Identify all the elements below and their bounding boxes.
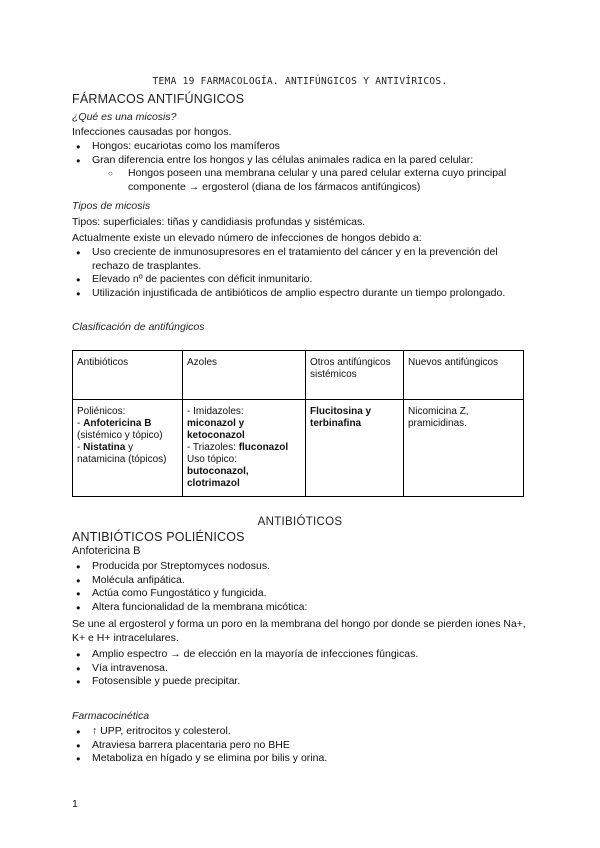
drug-name: clotrimazol bbox=[187, 478, 240, 489]
cell-line: - Imidazoles: bbox=[187, 406, 244, 417]
list-item: ● Actúa como Fungostático y fungicida. bbox=[72, 587, 527, 601]
cell-text: - bbox=[77, 418, 84, 429]
section-heading-antifungicos: FÁRMACOS ANTIFÚNGICOS bbox=[72, 92, 245, 106]
cell-line bbox=[187, 442, 301, 454]
table-cell-nuevos bbox=[404, 400, 524, 497]
table-row bbox=[73, 400, 524, 497]
bullet-list-farmacocinetica bbox=[72, 725, 527, 766]
classification-table bbox=[72, 350, 524, 497]
drug-name: miconazol y bbox=[187, 418, 245, 429]
table-cell-otros bbox=[306, 400, 404, 497]
cell-line bbox=[77, 442, 178, 454]
drug-name: ketoconazol bbox=[187, 430, 245, 441]
table-header-cell: Azoles bbox=[183, 351, 306, 400]
list-item: ● Producida por Streptomyces nodosus. bbox=[72, 560, 527, 574]
page-number: 1 bbox=[72, 798, 78, 810]
question-farmacocinetica: Farmacocinética bbox=[72, 710, 150, 722]
section-heading-polienicos: ANTIBIÓTICOS POLIÉNICOS bbox=[72, 530, 245, 544]
section-heading-antibioticos: ANTIBIÓTICOS bbox=[257, 516, 343, 528]
list-item bbox=[72, 154, 527, 195]
cell-line bbox=[77, 418, 178, 430]
cell-line bbox=[187, 418, 301, 430]
paragraph-ergosterol: Se une al ergosterol y forma un poro en la membrana del hongo por donde se pierden iones Na+, K+ e H+ intracelulares. bbox=[72, 618, 526, 644]
subheading-anfotericina: Anfotericina B bbox=[72, 545, 141, 557]
drug-name: fluconazol bbox=[238, 442, 289, 453]
sub-list bbox=[92, 167, 527, 194]
drug-name: terbinafina bbox=[310, 418, 362, 429]
list-item: ● Fotosensible y puede precipitar. bbox=[72, 675, 527, 689]
cell-line: pramicidinas. bbox=[408, 418, 467, 429]
bullet-list-propiedades bbox=[72, 648, 527, 689]
bullet-list-causas bbox=[72, 246, 527, 300]
list-item: ● ↑ UPP, eritrocitos y colesterol. bbox=[72, 725, 527, 739]
list-item: ● Elevado nº de pacientes con déficit inmunitario. bbox=[72, 273, 527, 287]
table-cell-antibioticos bbox=[73, 400, 183, 497]
bullet-list-anfotericina bbox=[72, 560, 527, 614]
list-item: ● Metaboliza en hígado y se elimina por bilis y orina. bbox=[72, 752, 527, 766]
cell-line bbox=[187, 466, 301, 478]
list-item: ● Hongos: eucariotas como los mamíferos bbox=[72, 140, 527, 154]
bullet-list-hongos bbox=[72, 140, 527, 194]
table-header-cell: Antibióticos bbox=[73, 351, 183, 400]
cell-text: - bbox=[77, 442, 84, 453]
question-micosis: ¿Qué es una micosis? bbox=[72, 111, 177, 123]
list-item: ● Vía intravenosa. bbox=[72, 662, 527, 676]
cell-text: y bbox=[125, 442, 134, 453]
list-item: ● Amplio espectro → de elección en la mayoría de infecciones fúngicas. bbox=[72, 648, 527, 662]
drug-name: butoconazol, bbox=[187, 466, 249, 477]
drug-name: Nistatina bbox=[83, 442, 126, 453]
table-cell-azoles bbox=[183, 400, 306, 497]
cell-line bbox=[310, 406, 399, 418]
question-tipos: Tipos de micosis bbox=[72, 200, 151, 212]
cell-line: Poliénicos: bbox=[77, 406, 126, 417]
list-item: ● Utilización injustificada de antibióticos de amplio espectro durante un tiempo prolongado. bbox=[72, 287, 527, 301]
table-header-cell: Otros antifúngicos sistémicos bbox=[306, 351, 404, 400]
list-item: ● Atraviesa barrera placentaria pero no BHE bbox=[72, 739, 527, 753]
sub-list-item: ○ Hongos poseen una membrana celular y una pared celular externa cuyo principal componente → ergosterol (diana de los fármacos antifúngicos) bbox=[92, 167, 527, 194]
drug-name: Flucitosina y bbox=[310, 406, 372, 417]
cell-line: (sistémico y tópico) bbox=[77, 430, 163, 441]
list-item: ● Altera funcionalidad de la membrana micótica: bbox=[72, 601, 527, 615]
paragraph-tipos: Tipos: superficiales: tiñas y candidiasis profundas y sistémicas. bbox=[72, 216, 366, 228]
table-header-row bbox=[73, 351, 524, 400]
cell-line: Uso tópico: bbox=[187, 454, 238, 465]
table-header-cell: Nuevos antifúngicos bbox=[404, 351, 524, 400]
cell-line bbox=[310, 418, 399, 430]
question-clasificacion: Clasificación de antifúngicos bbox=[72, 321, 205, 333]
paragraph-infecciones: Infecciones causadas por hongos. bbox=[72, 126, 232, 138]
cell-line: Nicomicina Z, bbox=[408, 406, 469, 417]
drug-name: Anfotericina B bbox=[83, 418, 152, 429]
cell-line bbox=[187, 478, 301, 490]
paragraph-actualmente: Actualmente existe un elevado número de infecciones de hongos debido a: bbox=[72, 232, 422, 244]
document-title: TEMA 19 FARMACOLOGÍA. ANTIFÚNGICOS Y ANTIVÍRICOS. bbox=[152, 76, 448, 87]
cell-line bbox=[187, 430, 301, 442]
cell-line: natamicina (tópicos) bbox=[77, 454, 167, 465]
list-item-text: Gran diferencia entre los hongos y las células animales radica en la pared celular: bbox=[92, 153, 474, 166]
list-item: ● Molécula anfipática. bbox=[72, 574, 527, 588]
list-item: ● Uso creciente de inmunosupresores en el tratamiento del cáncer y en la prevención del rechazo de trasplantes. bbox=[72, 246, 527, 273]
cell-text: - Triazoles: bbox=[187, 442, 239, 453]
